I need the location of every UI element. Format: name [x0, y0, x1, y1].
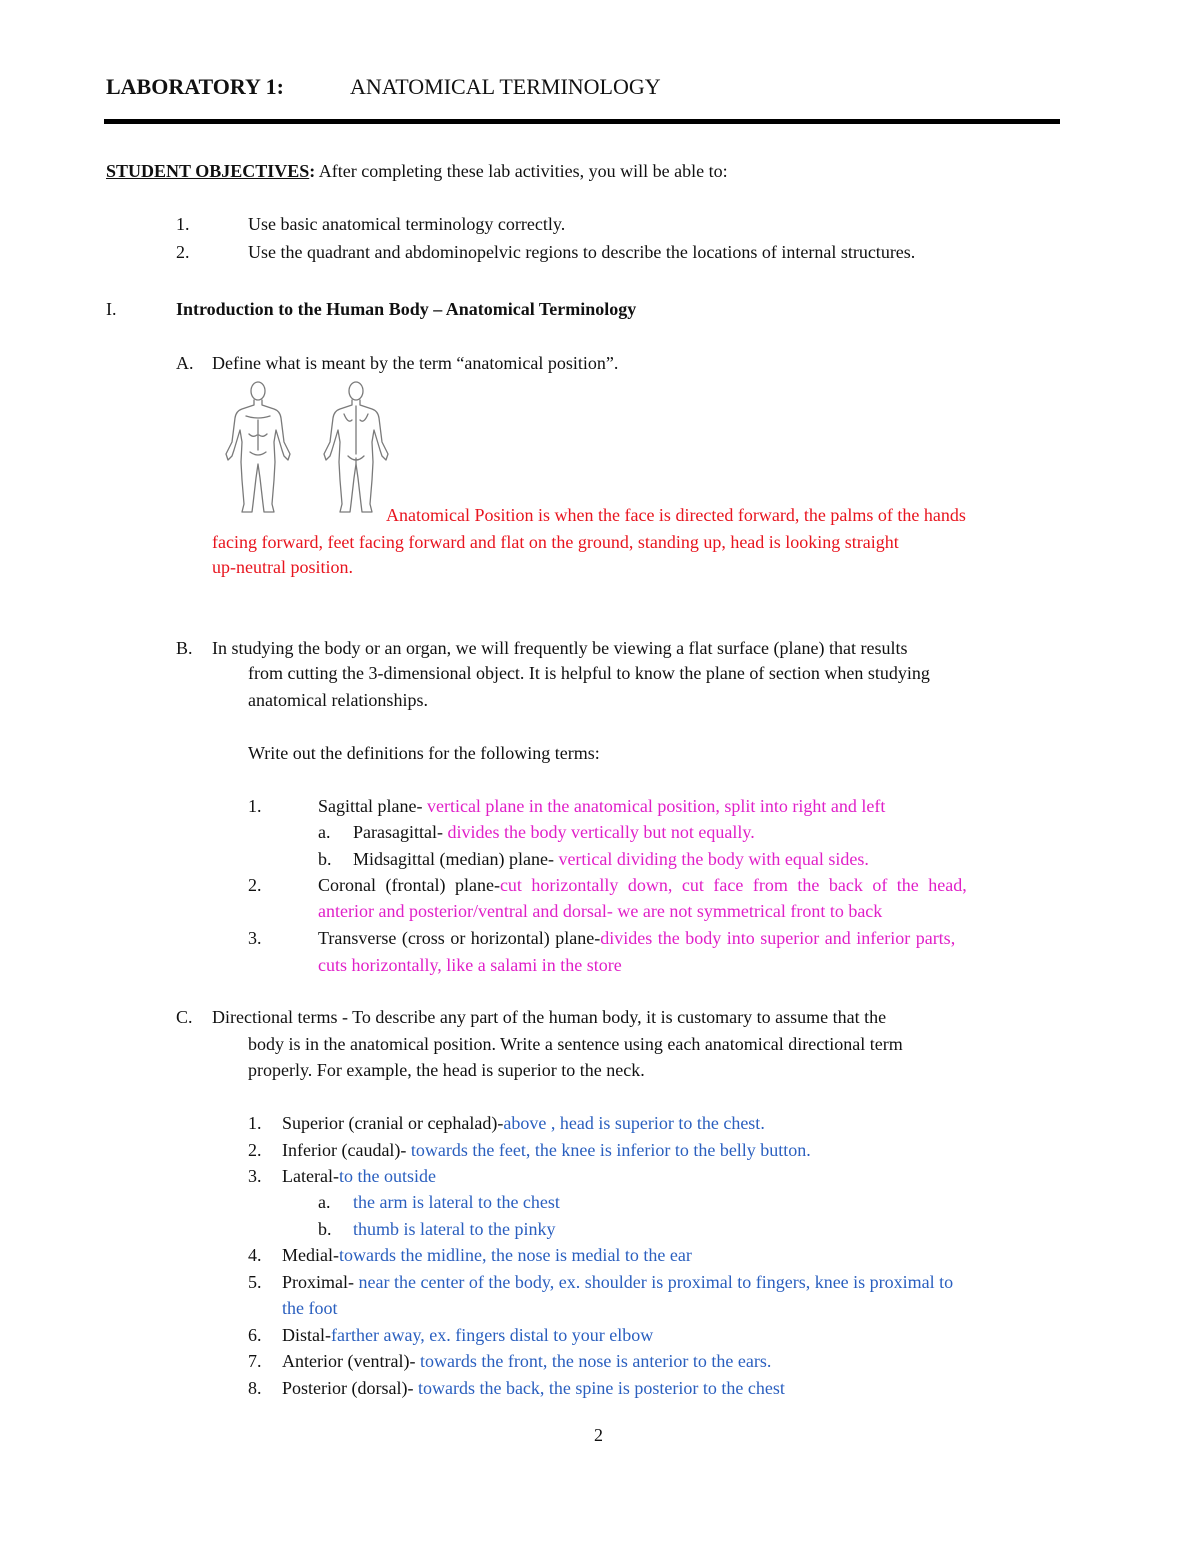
part-c-intro-line-2: body is in the anatomical position. Write a sentence using each anatomical directional term [248, 1034, 903, 1054]
plane-line-1 [318, 797, 885, 815]
plane-answer-3-cont: cuts horizontally, like a salami in the store [318, 955, 622, 975]
plane-num-3: 3. [248, 928, 262, 948]
part-a-answer-line-2: facing forward, feet facing forward and flat on the ground, standing up, head is looking straight [212, 532, 899, 552]
part-b-intro-line-3: anatomical relationships. [248, 690, 428, 710]
direction-answer: towards the midline, the nose is medial to the ear [338, 1245, 692, 1265]
direction-num-2: 2. [248, 1140, 262, 1160]
direction-answer: near the center of the body, ex. shoulder is proximal to fingers, knee is proximal to [354, 1272, 954, 1292]
plane-term: Coronal (frontal) plane- [318, 875, 500, 895]
direction-num-4: 4. [248, 1245, 262, 1265]
plane-num-2: 2. [248, 875, 262, 895]
direction-term: Inferior (caudal)- [282, 1140, 407, 1160]
direction-term: Medial- [282, 1245, 339, 1265]
objective-text-1: Use basic anatomical terminology correctly. [248, 214, 566, 234]
objective-text-2: Use the quadrant and abdominopelvic regions to describe the locations of internal structures. [248, 242, 916, 262]
part-c-intro-line-1: Directional terms - To describe any part of the human body, it is customary to assume that the [212, 1007, 887, 1027]
direction-line-6 [282, 1326, 653, 1344]
plane-num-1: 1. [248, 796, 262, 816]
plane-answer: vertical plane in the anatomical position, split into right and left [422, 796, 886, 816]
plane-answer: vertical dividing the body with equal sides. [553, 849, 869, 869]
direction-num-5: 5. [248, 1272, 262, 1292]
objectives-intro: After completing these lab activities, you will be able to: [318, 161, 728, 181]
plane-term: Transverse (cross or horizontal) plane- [318, 928, 601, 948]
objectives-colon: : [309, 161, 316, 181]
part-a-label: A. [176, 353, 194, 373]
direction-answer: towards the front, the nose is anterior to the ears. [415, 1351, 772, 1371]
direction-num-6: 6. [248, 1325, 262, 1345]
plane-num-1b: b. [318, 849, 332, 869]
direction-line-5 [282, 1273, 953, 1291]
plane-line-1b [353, 850, 869, 868]
objectives-label: STUDENT OBJECTIVES [106, 161, 310, 181]
direction-answer-5-cont: the foot [282, 1298, 338, 1318]
direction-answer: towards the back, the spine is posterior to the chest [413, 1378, 785, 1398]
direction-num-7: 7. [248, 1351, 262, 1371]
part-c-intro-line-3: properly. For example, the head is superior to the neck. [248, 1060, 645, 1080]
direction-answer-3b: thumb is lateral to the pinky [353, 1219, 556, 1239]
direction-line-7 [282, 1352, 771, 1370]
part-b-instruction: Write out the definitions for the following terms: [248, 743, 600, 763]
direction-num-3b: b. [318, 1219, 332, 1239]
objective-num-1: 1. [176, 214, 190, 234]
direction-term: Anterior (ventral)- [282, 1351, 416, 1371]
direction-term: Lateral- [282, 1166, 339, 1186]
plane-term: Sagittal plane- [318, 796, 423, 816]
page-number: 2 [594, 1425, 603, 1445]
lab-title: ANATOMICAL TERMINOLOGY [350, 74, 661, 99]
part-b-label: B. [176, 638, 193, 658]
part-b-intro-line-1: In studying the body or an organ, we will frequently be viewing a flat surface (plane) that results [212, 638, 908, 658]
part-c-label: C. [176, 1007, 193, 1027]
anatomical-figure-back [314, 380, 398, 520]
direction-line-1 [282, 1114, 765, 1132]
header-divider [104, 119, 1060, 124]
direction-term: Proximal- [282, 1272, 354, 1292]
plane-answer: cut horizontally down, cut face from the back of the head, [499, 875, 967, 895]
objective-num-2: 2. [176, 242, 190, 262]
part-a-question: Define what is meant by the term “anatomical position”. [212, 353, 619, 373]
direction-term: Distal- [282, 1325, 331, 1345]
plane-num-1a: a. [318, 822, 331, 842]
direction-num-3: 3. [248, 1166, 262, 1186]
plane-answer: divides the body into superior and inferior parts, [600, 928, 956, 948]
part-a-answer-line-3: up-neutral position. [212, 557, 353, 577]
direction-term: Posterior (dorsal)- [282, 1378, 414, 1398]
plane-answer-2-cont: anterior and posterior/ventral and dorsal- we are not symmetrical front to back [318, 901, 883, 921]
direction-answer: farther away, ex. fingers distal to your elbow [331, 1325, 654, 1345]
plane-line-2 [318, 876, 967, 894]
plane-line-1a [353, 823, 755, 841]
direction-answer-3a: the arm is lateral to the chest [353, 1192, 560, 1212]
part-a-answer-line-1: Anatomical Position is when the face is directed forward, the palms of the hands [386, 505, 966, 525]
direction-num-8: 8. [248, 1378, 262, 1398]
anatomical-figure-front [216, 380, 300, 520]
direction-term: Superior (cranial or cephalad)- [282, 1113, 504, 1133]
part-b-intro-line-2: from cutting the 3-dimensional object. It is helpful to know the plane of section when studying [248, 663, 930, 683]
objectives-line [106, 162, 728, 180]
direction-line-3 [282, 1167, 436, 1185]
direction-answer: to the outside [338, 1166, 436, 1186]
plane-term: Midsagittal (median) plane- [353, 849, 554, 869]
direction-line-4 [282, 1246, 692, 1264]
plane-line-3 [318, 929, 955, 947]
plane-term: Parasagittal- [353, 822, 443, 842]
direction-answer: towards the feet, the knee is inferior to the belly button. [406, 1140, 811, 1160]
section-number: I. [106, 299, 117, 319]
direction-num-1: 1. [248, 1113, 262, 1133]
lab-label: LABORATORY 1: [106, 74, 284, 99]
direction-answer: above , head is superior to the chest. [503, 1113, 765, 1133]
direction-num-3a: a. [318, 1192, 331, 1212]
direction-line-2 [282, 1141, 811, 1159]
direction-line-8 [282, 1379, 785, 1397]
section-title: Introduction to the Human Body – Anatomical Terminology [176, 299, 637, 319]
plane-answer: divides the body vertically but not equally. [442, 822, 755, 842]
